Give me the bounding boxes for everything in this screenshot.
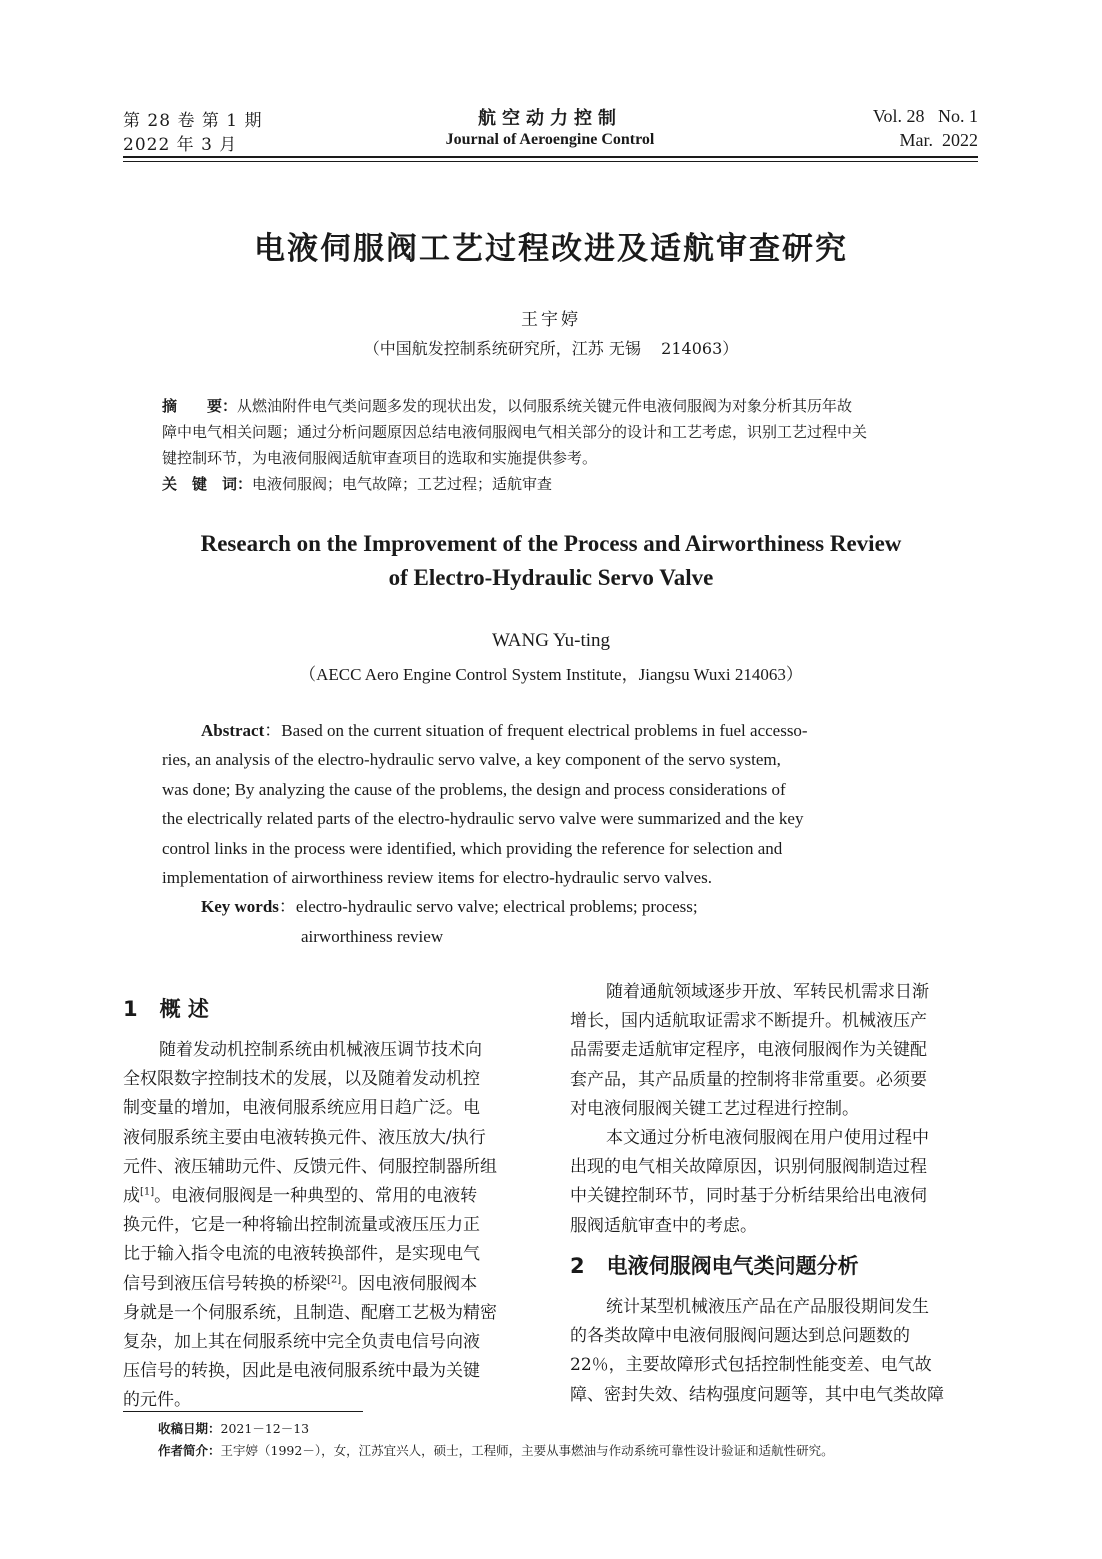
intro-para2-line: 中关键控制环节，同时基于分析结果给出电液伺 [570,1186,927,1207]
abstract-cn [162,393,942,497]
keywords-en-label: Key words [201,897,279,917]
section-1-line: 液伺服系统主要由电液转换元件、液压放大/执行 [123,1127,486,1148]
journal-title-cn: 航空动力控制 [478,108,622,129]
paper-title-en-line2: of Electro-Hydraulic Servo Valve [388,565,714,590]
affiliation-en: （AECC Aero Engine Control System Institute，Jiangsu Wuxi 214063） [299,665,803,684]
citation-1: [1] [140,1186,155,1198]
intro-para1-line: 对电液伺服阀关键工艺过程进行控制。 [570,1098,859,1119]
section-1-line: 复杂，加上其在伺服系统中完全负责电信号向液 [123,1332,480,1353]
section-2-line: 统计某型机械液压产品在产品服役期间发生 [606,1297,929,1317]
header-rule-bottom [123,161,978,162]
section-2-line: 的各类故障中电液伺服阀问题达到总问题数的 [570,1326,910,1347]
author-bio-label: 作者简介： [158,1443,221,1458]
footnote [158,1418,978,1462]
intro-para2-line: 服阀适航审查中的考虑。 [570,1215,757,1236]
section-2-number: 2 [570,1254,585,1278]
received-date: 2021－12－13 [220,1421,310,1436]
section-1-line: 。因电液伺服阀本 [341,1273,478,1294]
abstract-cn-line: 障中电气相关问题；通过分析问题原因总结电液伺服阀电气相关部分的设计和工艺考虑，识别工艺过程中关 [162,423,868,441]
section-1-line: 元件、液压辅助元件、反馈元件、伺服控制器所组 [123,1156,497,1177]
section-1-line: 制变量的增加，电液伺服系统应用日趋广泛。电 [123,1098,480,1119]
abstract-en-line: control links in the process were identified, which providing the reference for selection and [162,838,783,858]
section-1-line: 比于输入指令电流的电液转换部件，是实现电气 [123,1244,480,1265]
section-1-title: 概 述 [159,997,209,1021]
section-2-body [570,1293,978,1410]
section-2-line: 障、密封失效、结构强度问题等，其中电气类故障 [570,1384,944,1405]
section-1-line: 身就是一个伺服系统，且制造、配磨工艺极为精密 [123,1302,497,1323]
intro-para1-line: 套产品，其产品质量的控制将非常重要。必须要 [570,1069,927,1090]
abstract-cn-label: 摘 要： [162,397,238,415]
author-en: WANG Yu-ting [491,630,611,651]
section-1-line: 随着发动机控制系统由机械液压调节技术向 [159,1040,482,1060]
paper-title-en-line1: Research on the Improvement of the Process and Airworthiness Review [200,531,902,556]
abstract-en-line: ：Based on the current situation of frequent electrical problems in fuel accesso- [264,721,808,740]
abstract-en [162,716,940,951]
author-bio: 王宇婷（1992－），女，江苏宜兴人，硕士，工程师，主要从事燃油与作动系统可靠性设计验证和适航性研究。 [220,1443,834,1458]
journal-title-en: Journal of Aeroengine Control [445,131,655,148]
received-date-label: 收稿日期： [158,1421,221,1436]
section-1-line: 换元件，它是一种将输出控制流量或液压压力正 [123,1215,480,1236]
affiliation-cn: （中国航发控制系统研究所，江苏 无锡 214063） [363,339,739,358]
footnote-rule [123,1411,363,1412]
abstract-en-line: the electrically related parts of the electro-hydraulic servo valve were summarized and the key [162,809,804,829]
keywords-en-line1: ：electro-hydraulic servo valve; electrical problems; process; [278,897,698,917]
abstract-cn-line: 从燃油附件电气类问题多发的现状出发，以伺服系统关键元件电液伺服阀为对象分析其历年故 [237,397,853,415]
section-1-line: 成 [123,1186,140,1207]
intro-para2-line: 本文通过分析电液伺服阀在用户使用过程中 [606,1128,929,1149]
section-1-heading [123,993,209,1023]
section-2-line: 22％，主要故障形式包括控制性能变差、电气故 [570,1355,932,1376]
paper-title-cn: 电液伺服阀工艺过程改进及适航审查研究 [254,231,848,267]
keywords-cn: 电液伺服阀；电气故障；工艺过程；适航审查 [252,475,553,493]
author-cn: 王宇婷 [521,310,581,330]
keywords-en-line2: airworthiness review [301,926,444,946]
volume-issue-en: Vol. 28 No. 1 [872,106,978,126]
intro-para1-line: 随着通航领域逐步开放、军转民机需求日渐 [606,982,929,1002]
intro-para1-line: 品需要走适航审定程序，电液伺服阀作为关键配 [570,1040,927,1061]
abstract-en-line: was done; By analyzing the cause of the problems, the design and process considerations of [162,779,786,799]
intro-para1-line: 增长，国内适航取证需求不断提升。机械液压产 [570,1011,927,1032]
right-column-intro [570,978,978,1241]
paper-title-en [0,527,1102,595]
section-2-heading [570,1250,859,1280]
citation-2: [2] [327,1273,342,1285]
section-1-line: 压信号的转换，因此是电液伺服系统中最为关键 [123,1361,480,1382]
volume-issue-cn: 第 28 卷 第 1 期 [123,111,263,131]
section-1-line: 的元件。 [123,1390,191,1411]
section-1-line: 全权限数字控制技术的发展，以及随着发动机控 [123,1069,480,1090]
date-cn: 2022 年 3 月 [123,135,238,155]
intro-para2-line: 出现的电气相关故障原因，识别伺服阀制造过程 [570,1157,927,1178]
section-1-number: 1 [123,997,138,1021]
date-en: Mar. 2022 [899,130,978,150]
section-1-line: 。电液伺服阀是一种典型的、常用的电液转 [154,1186,478,1207]
section-1-line: 信号到液压信号转换的桥梁 [123,1273,327,1294]
abstract-cn-line: 键控制环节，为电液伺服阀适航审查项目的选取和实施提供参考。 [162,449,598,467]
section-2-title: 电液伺服阀电气类问题分析 [606,1254,859,1278]
abstract-en-line: ries, an analysis of the electro-hydraulic servo valve, a key component of the servo system, [162,750,781,770]
header-rule-top [123,156,978,158]
section-1-body [123,1036,533,1416]
keywords-cn-label: 关 键 词： [162,475,253,493]
abstract-en-line: implementation of airworthiness review items for electro-hydraulic servo valves. [162,868,712,888]
abstract-en-label: Abstract [201,721,265,740]
